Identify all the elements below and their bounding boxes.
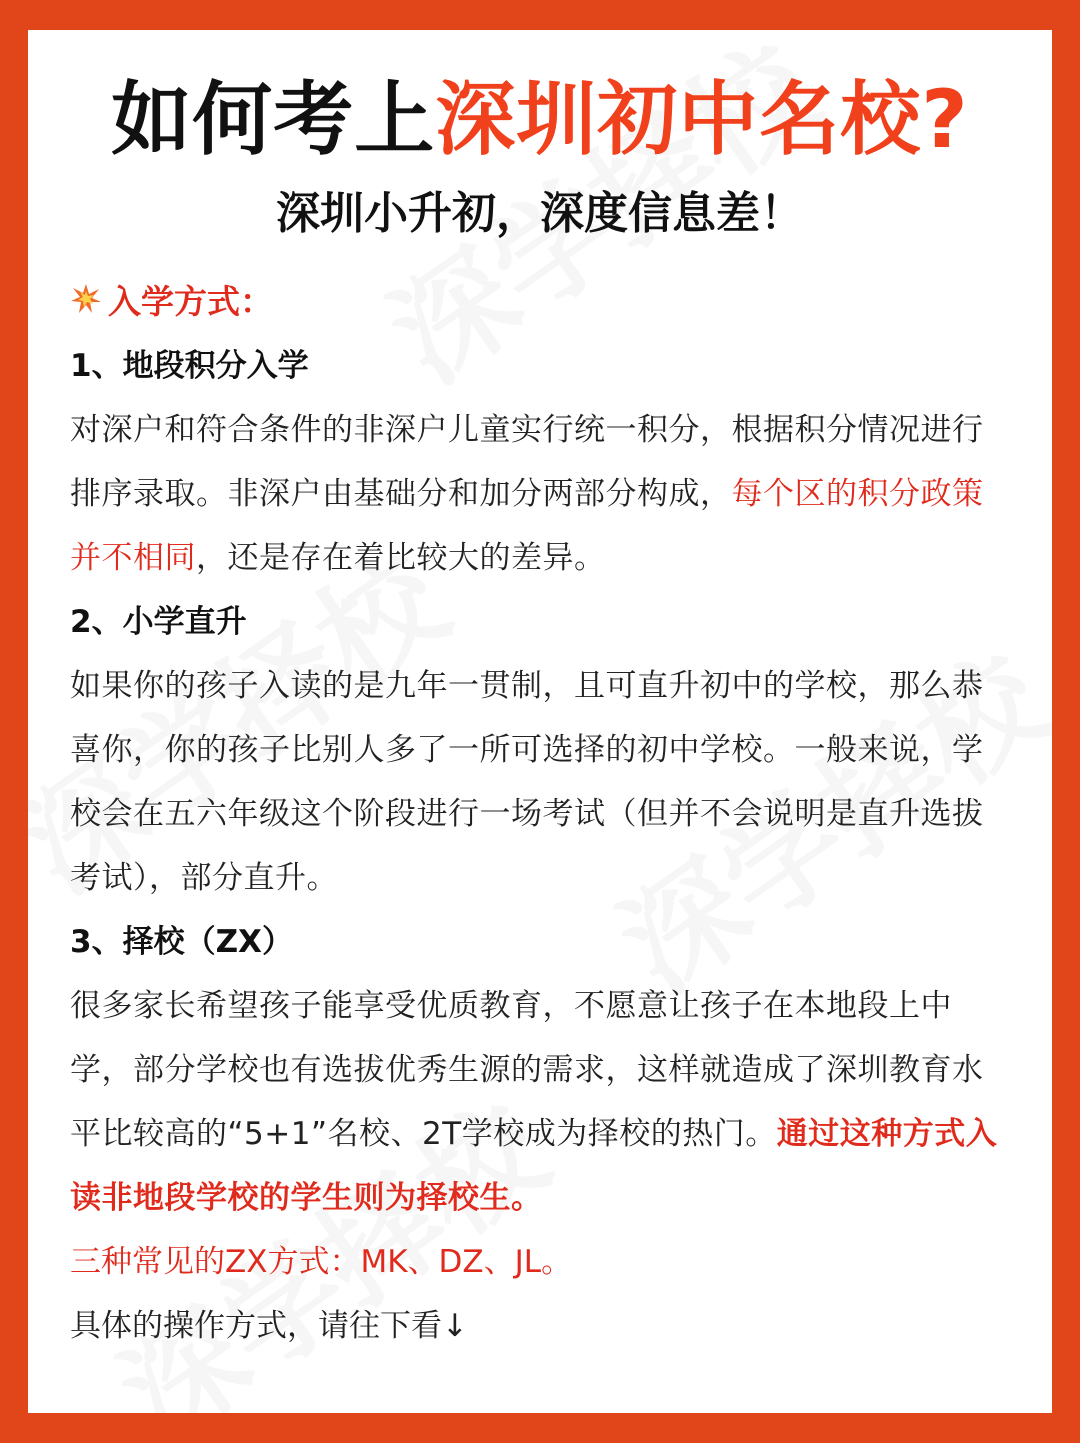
section-heading-3: 3、择校（ZX） <box>70 924 293 960</box>
section-paragraph-1 <box>70 398 1010 590</box>
spark-icon <box>70 272 102 336</box>
title-accent: 深圳初中名校? <box>435 73 969 166</box>
zx-methods-line: 三种常见的ZX方式：MK、DZ、JL。 <box>70 1244 573 1280</box>
section-heading-2: 2、小学直升 <box>70 604 247 640</box>
paragraph-text: ，还是存在着比较大的差异。 <box>196 540 606 576</box>
page-subtitle: 深圳小升初，深度信息差！ <box>276 188 804 239</box>
section-paragraph-3 <box>70 974 1010 1230</box>
highlight-text: 通过这种方式入读非地段学校的学生则为择校生。 <box>70 1116 998 1216</box>
article-body <box>70 270 1010 1358</box>
highlight-text: 每个区的积分政策并不相同 <box>70 476 984 576</box>
section-label <box>70 270 1010 334</box>
page-title <box>28 73 1052 166</box>
paragraph-text: 对深户和符合条件的非深户儿童实行统一积分，根据积分情况进行排序录取。非深户由基础分和加分两部分构成， <box>70 412 984 512</box>
footer-line: 具体的操作方式，请往下看↓ <box>70 1308 468 1344</box>
paragraph-text: 很多家长希望孩子能享受优质教育，不愿意让孩子在本地段上中学，部分学校也有选拔优秀生源的需求，这样就造成了深圳教育水平比较高的“5+1”名校、2T学校成为择校的热门。 <box>70 988 984 1152</box>
poster-card <box>28 30 1052 1413</box>
section-label-text: 入学方式： <box>108 282 273 321</box>
title-black: 如何考上 <box>111 73 436 166</box>
section-heading-1: 1、地段积分入学 <box>70 348 309 384</box>
section-paragraph-2: 如果你的孩子入读的是九年一贯制，且可直升初中的学校，那么恭喜你，你的孩子比别人多了一所可选择的初中学校。一般来说，学校会在五六年级这个阶段进行一场考试（但并不会说明是直升选拔考试），部分直升。 <box>70 668 984 896</box>
